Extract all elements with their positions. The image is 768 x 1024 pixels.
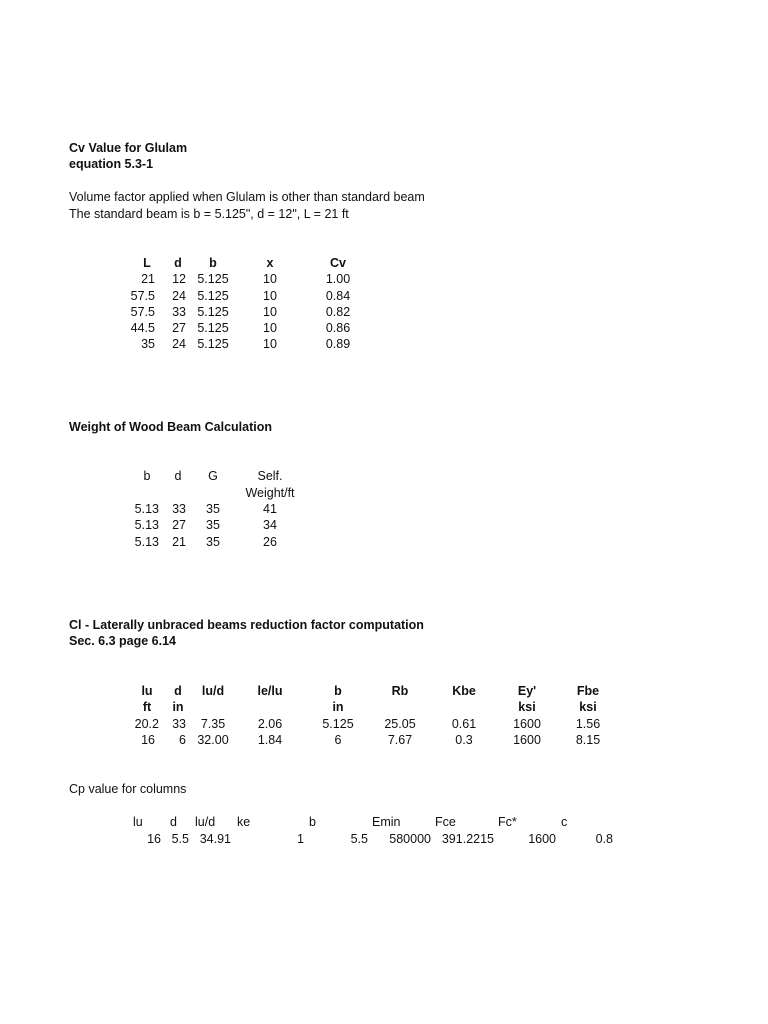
cp-cell: 1 (297, 832, 304, 846)
cl-cell: 1.84 (257, 733, 283, 747)
weight-cell: 21 (172, 535, 186, 549)
cv-header-Cv: Cv (330, 256, 346, 270)
cv-cell: 10 (263, 337, 277, 351)
cl-header: lu (141, 684, 153, 698)
cp-section-title: Cp value for columns (69, 782, 187, 796)
cv-note-1: Volume factor applied when Glulam is other than standard beam (69, 190, 425, 204)
weight-header-d: d (174, 469, 182, 483)
weight-header-weight-ft: Weight/ft (245, 486, 295, 500)
cp-header: d (170, 815, 177, 829)
weight-cell: 5.13 (134, 518, 159, 532)
weight-section-title: Weight of Wood Beam Calculation (69, 420, 273, 434)
cl-header: Fbe (576, 684, 600, 698)
cv-cell: 10 (263, 305, 277, 319)
cl-unit: ft (142, 700, 152, 714)
cl-cell: 8.15 (575, 733, 601, 747)
cl-cell: 6 (334, 733, 342, 747)
cv-cell: 12 (172, 272, 186, 286)
cl-cell: 16 (141, 733, 155, 747)
cv-cell: 10 (263, 289, 277, 303)
cp-header: b (309, 815, 316, 829)
cp-header: ke (237, 815, 251, 829)
cv-cell: 10 (263, 321, 277, 335)
cl-cell: 1.56 (575, 717, 601, 731)
cl-cell: 0.3 (455, 733, 473, 747)
weight-cell: 27 (172, 518, 186, 532)
cl-cell: 5.125 (322, 717, 354, 731)
cp-header: Fce (435, 815, 456, 829)
cv-cell: 5.125 (197, 321, 229, 335)
cv-cell: 57.5 (130, 289, 155, 303)
cl-cell: 2.06 (257, 717, 283, 731)
cv-cell: 0.82 (325, 305, 351, 319)
weight-cell: 26 (263, 535, 277, 549)
cl-header: Ey' (517, 684, 537, 698)
cv-cell: 35 (141, 337, 155, 351)
cv-header-L: L (143, 256, 151, 270)
weight-header-b: b (143, 469, 151, 483)
cl-cell: 6 (179, 733, 186, 747)
weight-cell: 34 (263, 518, 277, 532)
cl-cell: 32.00 (197, 733, 229, 747)
cp-cell: 5.5 (171, 832, 189, 846)
cv-header-b: b (209, 256, 217, 270)
weight-cell: 33 (172, 502, 186, 516)
weight-cell: 35 (206, 518, 220, 532)
cv-cell: 5.125 (197, 337, 229, 351)
weight-cell: 35 (206, 502, 220, 516)
cl-header: Rb (391, 684, 409, 698)
cv-header-x: x (266, 256, 274, 270)
cv-cell: 33 (172, 305, 186, 319)
cl-header: Kbe (452, 684, 476, 698)
cp-cell: 5.5 (350, 832, 368, 846)
cl-unit: ksi (579, 700, 597, 714)
weight-header-self: Self. (257, 469, 283, 483)
cv-cell: 27 (172, 321, 186, 335)
cv-cell: 57.5 (130, 305, 155, 319)
cl-header: le/lu (257, 684, 283, 698)
cl-cell: 25.05 (384, 717, 416, 731)
cp-header: lu/d (195, 815, 216, 829)
cv-note-2: The standard beam is b = 5.125", d = 12", L = 21 ft (69, 207, 349, 221)
cp-header: c (561, 815, 568, 829)
cl-cell: 1600 (513, 733, 541, 747)
cp-cell: 580000 (389, 832, 431, 846)
cv-cell: 5.125 (197, 272, 229, 286)
cp-header: Emin (372, 815, 401, 829)
cp-header: lu (133, 815, 143, 829)
cp-cell: 16 (147, 832, 161, 846)
cp-cell: 391.2215 (441, 832, 494, 846)
cv-cell: 0.84 (325, 289, 351, 303)
cl-cell: 7.35 (200, 717, 226, 731)
cl-header: b (334, 684, 342, 698)
cl-cell: 7.67 (387, 733, 413, 747)
cl-unit: in (172, 700, 184, 714)
cl-unit: ksi (518, 700, 536, 714)
weight-header-G: G (208, 469, 218, 483)
cv-cell: 0.86 (325, 321, 351, 335)
cp-cell: 0.8 (595, 832, 613, 846)
cl-header: lu/d (201, 684, 225, 698)
weight-cell: 5.13 (134, 502, 159, 516)
cv-section-title: Cv Value for Glulam (69, 141, 188, 155)
cv-cell: 1.00 (325, 272, 351, 286)
cl-section-subtitle: Sec. 6.3 page 6.14 (69, 634, 177, 648)
cl-section-title: Cl - Laterally unbraced beams reduction factor computation (69, 618, 424, 632)
cl-cell: 20.2 (134, 717, 159, 731)
weight-cell: 5.13 (134, 535, 159, 549)
cv-equation-label: equation 5.3-1 (69, 157, 154, 171)
cl-cell: 0.61 (451, 717, 477, 731)
cv-cell: 10 (263, 272, 277, 286)
weight-cell: 41 (263, 502, 277, 516)
cv-cell: 5.125 (197, 305, 229, 319)
cv-cell: 0.89 (325, 337, 351, 351)
cv-cell: 21 (141, 272, 155, 286)
weight-cell: 35 (206, 535, 220, 549)
cv-cell: 5.125 (197, 289, 229, 303)
cl-unit: in (332, 700, 344, 714)
cv-cell: 24 (172, 289, 186, 303)
cp-cell: 34.91 (199, 832, 231, 846)
cl-cell: 1600 (513, 717, 541, 731)
cp-cell: 1600 (528, 832, 556, 846)
cv-header-d: d (174, 256, 182, 270)
cp-header: Fc* (498, 815, 517, 829)
cl-cell: 33 (172, 717, 186, 731)
cv-cell: 44.5 (130, 321, 155, 335)
cv-cell: 24 (172, 337, 186, 351)
cl-header: d (174, 684, 182, 698)
